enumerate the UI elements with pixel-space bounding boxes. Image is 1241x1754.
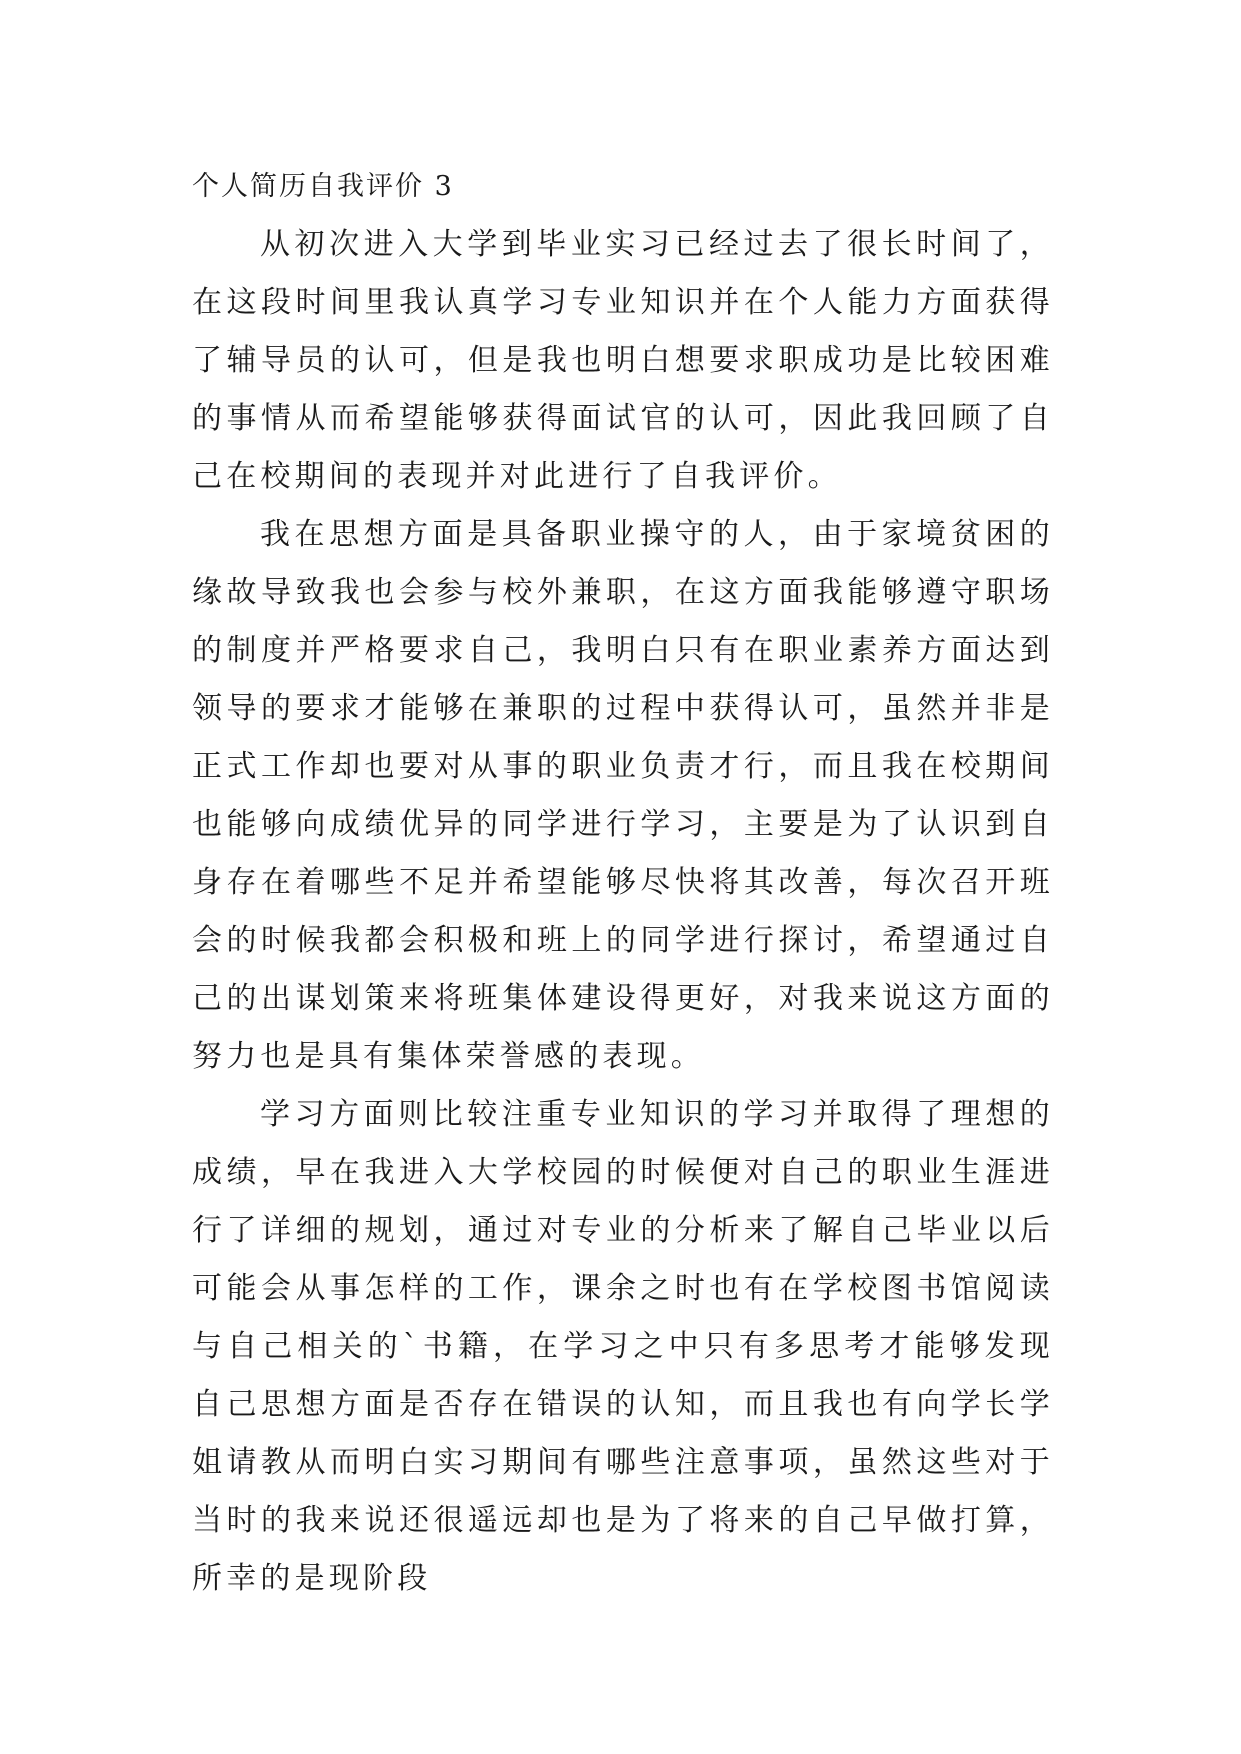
paragraph-1: 从初次进入大学到毕业实习已经过去了很长时间了，在这段时间里我认真学习专业知识并在个人能力方面获得了辅导员的认可，但是我也明白想要求职成功是比较困难的事情从而希望能够获得面试官的认可，因此我回顾了自己在校期间的表现并对此进行了自我评价。: [192, 227, 1054, 494]
document-body: [192, 158, 1054, 1608]
paragraph-2: 我在思想方面是具备职业操守的人，由于家境贫困的缘故导致我也会参与校外兼职，在这方面我能够遵守职场的制度并严格要求自己，我明白只有在职业素养方面达到领导的要求才能够在兼职的过程中获得认可，虽然并非是正式工作却也要对从事的职业负责才行，而且我在校期间也能够向成绩优异的同学进行学习，主要是为了认识到自身存在着哪些不足并希望能够尽快将其改善，每次召开班会的时候我都会积极和班上的同学进行探讨，希望通过自己的出谋划策来将班集体建设得更好，对我来说这方面的努力也是具有集体荣誉感的表现。: [192, 517, 1054, 1074]
paragraph-3: 学习方面则比较注重专业知识的学习并取得了理想的成绩，早在我进入大学校园的时候便对自己的职业生涯进行了详细的规划，通过对专业的分析来了解自己毕业以后可能会从事怎样的工作，课余之时也有在学校图书馆阅读与自己相关的`书籍，在学习之中只有多思考才能够发现自己思想方面是否存在错误的认知，而且我也有向学长学姐请教从而明白实习期间有哪些注意事项，虽然这些对于当时的我来说还很遥远却也是为了将来的自己早做打算，所幸的是现阶段: [192, 1097, 1054, 1596]
document-title: 个人简历自我评价 3: [192, 171, 454, 202]
